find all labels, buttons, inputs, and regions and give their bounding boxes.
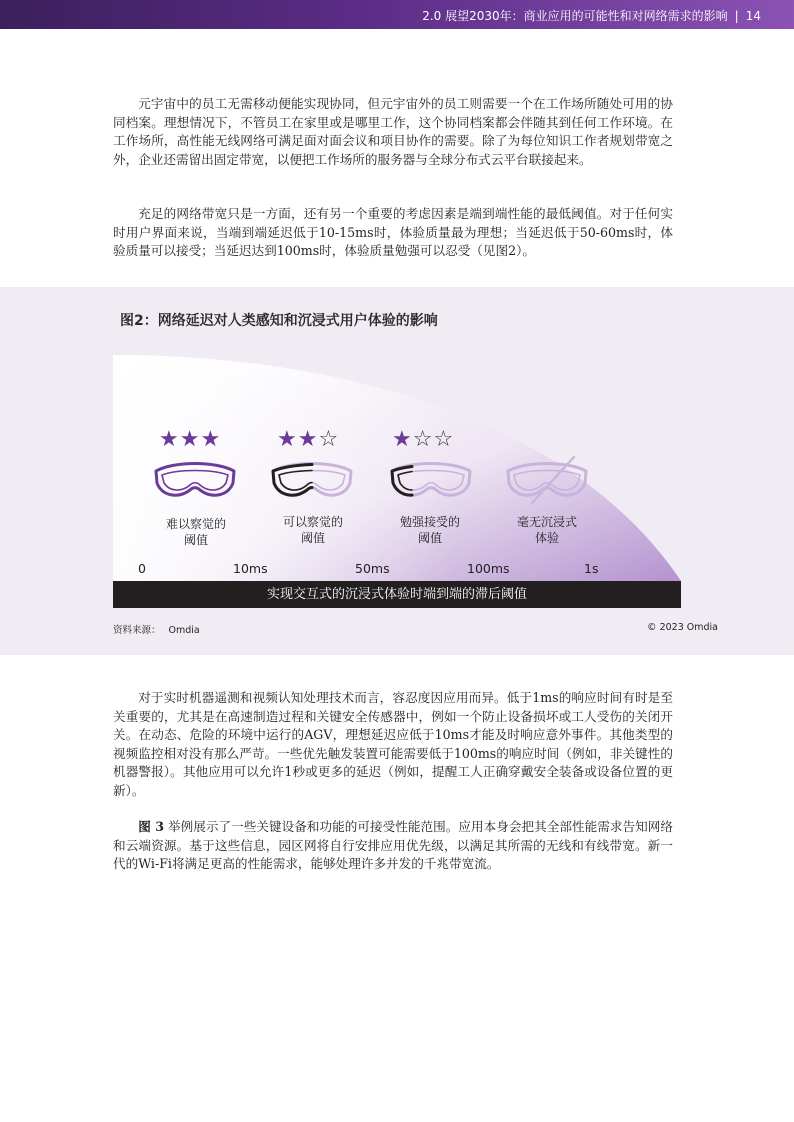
tick-label-10ms: 10ms [233,561,268,576]
running-header [422,7,761,24]
star-filled-icon: ★★ [277,427,319,452]
level-label-not-immersive [497,514,597,546]
section-title: 2.0 展望2030年：商业应用的可能性和对网络需求的影响 [422,9,728,23]
tick-label-50ms: 50ms [355,561,390,576]
level-label-line: 可以察觉的 [282,515,343,529]
figure-title: 图2：网络延迟对人类感知和沉浸式用户体验的影响 [120,313,438,329]
level-label-line: 阈值 [417,531,442,545]
level-label-acceptable [380,514,480,546]
level-label-line: 勉强接受的 [399,515,460,529]
star-filled-icon: ★★★ [159,427,222,452]
source-value: Omdia [168,625,200,636]
header-separator: | [734,9,739,23]
figure-reference: 图 3 [138,819,164,834]
level-label-line: 毫无沉浸式 [516,515,577,529]
level-label-perceptible [263,514,363,546]
rating-stars-perceptible [277,427,339,452]
figure-caption-bar: 实现交互式的沉浸式体验时端到端的滞后阈值 [113,581,681,608]
paragraph-1: 元宇宙中的员工无需移动便能实现协同，但元宇宙外的员工则需要一个在工作场所随处可用的协同档案。理想情况下，不管员工在家里或是哪里工作，这个协同档案都会伴随其到任何工作环境。在工作场所，高性能无线网络可满足面对面会议和项目协作的需要。除了为每位知识工作者规划带宽之外，企业还需留出固定带宽，以便把工作场所的服务器与全球分布式云平台联接起来。 [113,96,673,167]
rating-stars-acceptable [392,427,454,452]
paragraph-3: 对于实时机器遥测和视频认知处理技术而言，容忍度因应用而异。低于1ms的响应时间有时是至关重要的，尤其是在高速制造过程和关键安全传感器中，例如一个防止设备损坏或工人受伤的关闭开关。在动态、危险的环境中运行的AGV，理想延迟应低于10ms才能及时响应意外事件。其他类型的视频监控相对没有那么严苛。一些优先触发装置可能需要低于100ms的响应时间（例如，非关键性的机器警报）。其他应用可以允许1秒或更多的延迟（例如，提醒工人正确穿戴安全装备或设备位置的更新）。 [113,690,673,798]
star-empty-icon: ☆☆ [412,427,455,452]
level-label-line: 难以察觉的 [165,517,226,531]
star-filled-icon: ★ [392,427,413,452]
page-number: 14 [745,9,761,23]
level-label-imperceptible [146,516,246,548]
paragraph-4 [113,818,673,874]
level-label-line: 体验 [534,531,559,545]
rating-stars-imperceptible [159,427,221,452]
paragraph-4-text: 举例展示了一些关键设备和功能的可接受性能范围。应用本身会把其全部性能需求告知网络和云端资源。基于这些信息，园区网将自行安排应用优先级，以满足其所需的无线和有线带宽。新一代的Wi-Fi将满足更高的性能需求，能够处理许多并发的千兆带宽流。 [113,819,673,872]
paragraph-2: 充足的网络带宽只是一方面，还有另一个重要的考虑因素是端到端性能的最低阈值。对于任何实时用户界面来说，当端到端延迟低于10-15ms时，体验质量最为理想；当延迟低于50-60ms时，体验质量可以接受；当延迟达到100ms时，体验质量勉强可以忍受（见图2）。 [113,206,673,259]
tick-label-0: 0 [138,561,146,576]
figure-source [113,622,200,636]
level-label-line: 阈值 [300,531,325,545]
star-empty-icon: ☆ [318,427,340,452]
tick-label-100ms: 100ms [467,561,510,576]
source-label: 资料来源： [113,625,161,636]
figure-copyright: © 2023 Omdia [647,622,718,633]
tick-label-1s: 1s [584,561,599,576]
level-label-line: 阈值 [183,533,208,547]
